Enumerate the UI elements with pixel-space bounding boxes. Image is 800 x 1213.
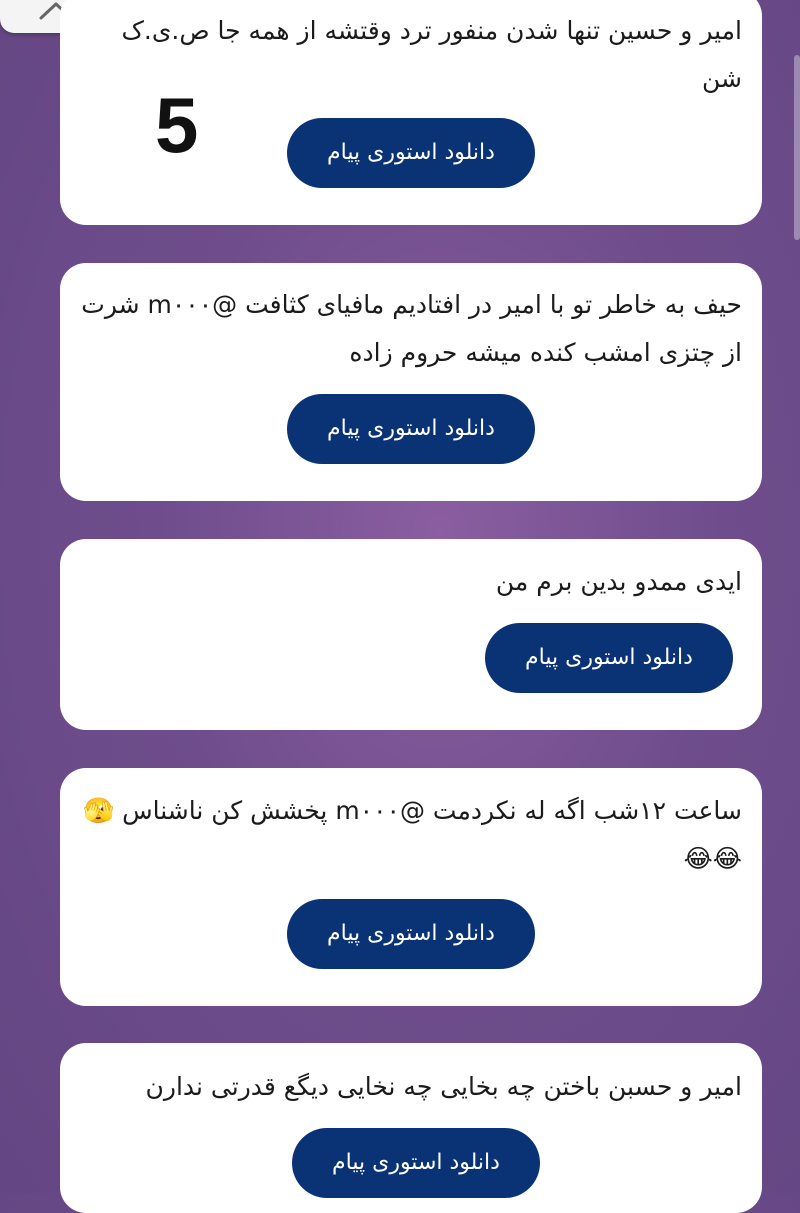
message-text: ایدی ممدو بدین برم من [495,567,742,596]
download-story-button[interactable]: دانلود استوری پیام [292,1128,540,1198]
page-number: 5 [155,81,199,169]
download-story-button[interactable]: دانلود استوری پیام [485,623,733,693]
message-card [60,768,762,1006]
message-card [60,1043,762,1213]
download-story-button[interactable]: دانلود استوری پیام [287,899,535,969]
download-story-button[interactable]: دانلود استوری پیام [287,394,535,464]
scrollbar[interactable] [794,55,800,240]
message-text: ساعت ۱۲شب اگه له نکردمت @m۰۰۰ پخشش کن ناشناس 🫣😂😂 [83,796,742,873]
message-text: امیر و حسین تنها شدن منفور ترد وقتشه از همه جا ص.ی.ک شن [121,16,742,93]
message-card [60,263,762,501]
message-card [60,0,762,225]
message-card [60,539,762,730]
download-story-button[interactable]: دانلود استوری پیام [287,118,535,188]
message-text: حیف به خاطر تو با امیر در افتادیم مافیای کثافت @m۰۰۰ شرت از چتزی امشب کنده میشه حروم زاده [81,290,742,367]
message-text: امیر و حسبن باختن چه بخایی چه نخایی دیگع قدرتی ندارن [145,1072,742,1101]
